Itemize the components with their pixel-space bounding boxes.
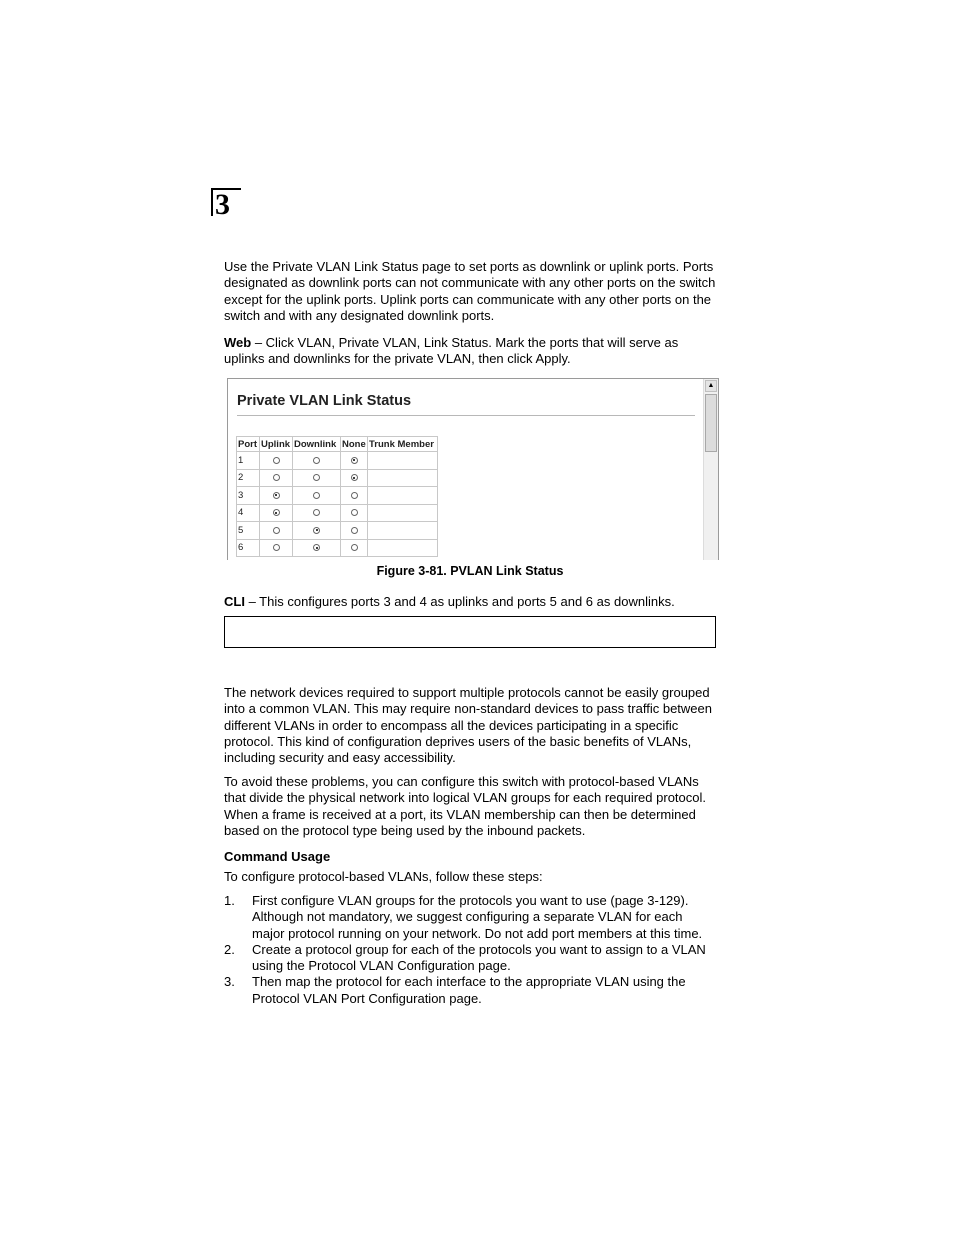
column-header-trunk-member: Trunk Member (368, 437, 438, 452)
list-item (224, 974, 716, 1007)
column-header-uplink: Uplink (260, 437, 293, 452)
table-row (237, 452, 438, 470)
port-cell: 6 (237, 539, 260, 557)
list-item (224, 942, 716, 975)
vertical-scrollbar[interactable] (703, 379, 718, 560)
none-radio[interactable] (351, 544, 358, 551)
trunk-member-cell (368, 504, 438, 522)
step-text: Create a protocol group for each of the protocols you want to assign to a VLAN using the Protocol VLAN Configuration page. (252, 941, 706, 974)
protocol-paragraph-1: The network devices required to support multiple protocols cannot be easily grouped into a common VLAN. This may require non-standard devices to pass traffic between different VLANs in order to encompass all the devices participating in a specific protocol. This kind of configuration deprives users of the basic benefits of VLANs, including security and easy accessibility. (224, 685, 712, 766)
downlink-cell (293, 539, 341, 557)
trunk-member-cell (368, 487, 438, 505)
protocol-paragraph-2: To avoid these problems, you can configure this switch with protocol-based VLANs that divide the physical network into logical VLAN groups for each required protocol. When a frame is received at a port, its VLAN membership can then be determined based on the protocol type being used by the inbound packets. (224, 774, 706, 838)
figure-title-rule (237, 415, 695, 416)
list-item (224, 893, 716, 942)
cli-text: – This configures ports 3 and 4 as uplinks and ports 5 and 6 as downlinks. (244, 594, 675, 609)
column-header-none: None (342, 438, 366, 450)
port-cell: 3 (237, 487, 260, 505)
scroll-thumb[interactable] (705, 394, 717, 452)
trunk-member-cell (368, 452, 438, 470)
steps-list (224, 893, 716, 1007)
uplink-radio[interactable] (273, 474, 280, 481)
table-row (237, 469, 438, 487)
port-cell: 5 (237, 522, 260, 540)
table-header-row (237, 437, 438, 452)
command-usage-heading: Command Usage (224, 849, 331, 864)
none-cell (341, 504, 368, 522)
downlink-radio[interactable] (313, 474, 320, 481)
uplink-cell (260, 522, 293, 540)
chapter-number: 3 (211, 188, 241, 216)
uplink-cell (260, 504, 293, 522)
uplink-radio[interactable] (273, 509, 280, 516)
pvlan-screenshot (227, 378, 719, 560)
cli-description (224, 594, 716, 610)
column-header-port: Port (237, 437, 260, 452)
uplink-radio[interactable] (273, 544, 280, 551)
figure-caption: Figure 3-81. PVLAN Link Status (376, 564, 564, 578)
downlink-cell (293, 504, 341, 522)
none-radio[interactable] (351, 492, 358, 499)
downlink-cell (293, 487, 341, 505)
scroll-up-arrow-icon[interactable]: ▲ (705, 380, 717, 392)
trunk-member-cell (368, 539, 438, 557)
uplink-cell (260, 469, 293, 487)
table-row (237, 522, 438, 540)
web-text: – Click VLAN, Private VLAN, Link Status. Mark the ports that will serve as uplinks and downlinks for the private VLAN, then click Apply. (224, 335, 679, 367)
uplink-radio[interactable] (273, 527, 280, 534)
step-number: 1. (224, 893, 235, 908)
none-cell (341, 452, 368, 470)
table-row (237, 487, 438, 505)
port-cell: 1 (237, 452, 260, 470)
trunk-member-cell (368, 469, 438, 487)
none-cell (341, 522, 368, 540)
downlink-radio[interactable] (313, 457, 320, 464)
none-radio[interactable] (351, 457, 358, 464)
uplink-radio[interactable] (273, 457, 280, 464)
steps-intro: To configure protocol-based VLANs, follow these steps: (224, 869, 543, 884)
table-row (237, 539, 438, 557)
downlink-cell (293, 452, 341, 470)
step-text: Then map the protocol for each interface to the appropriate VLAN using the Protocol VLAN Port Configuration page. (252, 974, 686, 1006)
uplink-radio[interactable] (273, 492, 280, 499)
web-label: Web (224, 335, 252, 350)
none-radio[interactable] (351, 474, 358, 481)
table-row (237, 504, 438, 522)
cli-label: CLI (224, 594, 245, 609)
downlink-cell (293, 522, 341, 540)
downlink-radio[interactable] (313, 527, 320, 534)
downlink-radio[interactable] (313, 509, 320, 516)
figure-title: Private VLAN Link Status (237, 393, 412, 409)
intro-paragraph: Use the Private VLAN Link Status page to set ports as downlink or uplink ports. Ports designated as downlink ports can not communicate with any other ports on the switch except for the uplink ports. Uplink ports can communicate with any other ports on the switch and with any designated downlink ports. (224, 259, 716, 323)
step-number: 2. (224, 941, 235, 957)
none-radio[interactable] (351, 509, 358, 516)
downlink-cell (293, 469, 341, 487)
uplink-cell (260, 487, 293, 505)
uplink-cell (260, 539, 293, 557)
step-text: First configure VLAN groups for the protocols you want to use (page 3-129). Although not mandatory, we suggest configuring a separate VLAN for each major protocol running on your network. Do not add port members at this time. (252, 893, 703, 941)
step-number: 3. (224, 974, 235, 990)
port-cell: 2 (237, 469, 260, 487)
trunk-member-cell (368, 522, 438, 540)
uplink-cell (260, 452, 293, 470)
cli-example-box (224, 616, 716, 648)
downlink-radio[interactable] (313, 544, 320, 551)
port-cell: 4 (237, 504, 260, 522)
none-cell (341, 487, 368, 505)
web-instructions (224, 335, 716, 368)
pvlan-link-table (236, 436, 438, 557)
column-header-downlink: Downlink (293, 437, 341, 452)
none-radio[interactable] (351, 527, 358, 534)
none-cell (341, 539, 368, 557)
downlink-radio[interactable] (313, 492, 320, 499)
none-cell (341, 469, 368, 487)
